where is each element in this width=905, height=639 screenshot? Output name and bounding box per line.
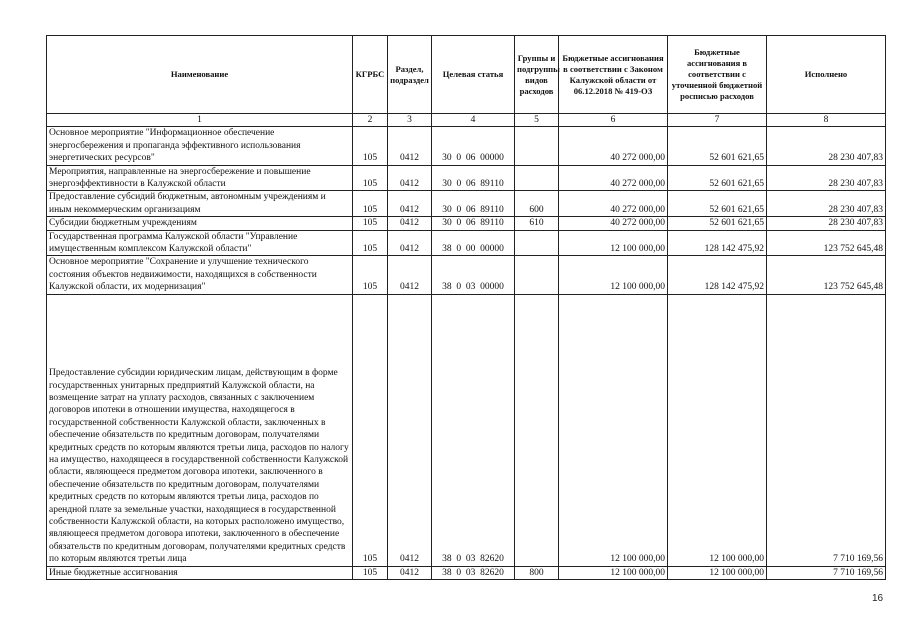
row-executed: 28 230 407,83	[767, 127, 886, 165]
row-refined-allocation: 12 100 000,00	[668, 566, 767, 579]
row-name: Предоставление субсидий бюджетным, автономным учреждениям и иным некоммерческим организациям	[47, 191, 353, 217]
row-target: 38 0 03 82620	[432, 294, 515, 566]
row-executed: 28 230 407,83	[767, 217, 886, 230]
row-section: 0412	[388, 256, 432, 294]
budget-table	[46, 35, 886, 580]
row-group	[515, 230, 559, 256]
row-target: 30 0 06 89110	[432, 191, 515, 217]
row-name: Мероприятия, направленные на энергосбережение и повышение энергоэффективности в Калужской области	[47, 165, 353, 191]
header-executed: Исполнено	[767, 36, 886, 114]
row-kgrbs: 105	[353, 165, 388, 191]
row-section: 0412	[388, 127, 432, 165]
row-law-allocation: 12 100 000,00	[559, 294, 668, 566]
row-target: 38 0 03 00000	[432, 256, 515, 294]
column-number: 2	[353, 114, 388, 127]
row-law-allocation: 40 272 000,00	[559, 191, 668, 217]
header-row	[47, 36, 886, 114]
column-number: 4	[432, 114, 515, 127]
table-row	[47, 165, 886, 191]
row-group: 600	[515, 191, 559, 217]
column-number: 1	[47, 114, 353, 127]
row-executed: 7 710 169,56	[767, 294, 886, 566]
row-refined-allocation: 52 601 621,65	[668, 127, 767, 165]
row-executed: 28 230 407,83	[767, 191, 886, 217]
row-section: 0412	[388, 165, 432, 191]
header-kgrbs: КГРБС	[353, 36, 388, 114]
row-target: 30 0 06 00000	[432, 127, 515, 165]
row-kgrbs: 105	[353, 230, 388, 256]
row-target: 30 0 06 89110	[432, 217, 515, 230]
column-number: 5	[515, 114, 559, 127]
row-executed: 28 230 407,83	[767, 165, 886, 191]
header-name: Наименование	[47, 36, 353, 114]
row-refined-allocation: 128 142 475,92	[668, 256, 767, 294]
row-refined-allocation: 12 100 000,00	[668, 294, 767, 566]
row-section: 0412	[388, 230, 432, 256]
row-group	[515, 165, 559, 191]
row-group: 610	[515, 217, 559, 230]
row-law-allocation: 12 100 000,00	[559, 566, 668, 579]
row-law-allocation: 40 272 000,00	[559, 217, 668, 230]
row-target: 30 0 06 89110	[432, 165, 515, 191]
table-row	[47, 217, 886, 230]
row-group: 800	[515, 566, 559, 579]
row-refined-allocation: 52 601 621,65	[668, 217, 767, 230]
row-kgrbs: 105	[353, 566, 388, 579]
column-number: 8	[767, 114, 886, 127]
row-kgrbs: 105	[353, 217, 388, 230]
header-law-allocation: Бюджетные ассигнования в соответствии с Законом Калужской области от 06.12.2018 № 419-ОЗ	[559, 36, 668, 114]
column-number: 3	[388, 114, 432, 127]
column-number-row	[47, 114, 886, 127]
row-target: 38 0 00 00000	[432, 230, 515, 256]
row-name: Иные бюджетные ассигнования	[47, 566, 353, 579]
row-name: Государственная программа Калужской области "Управление имущественным комплексом Калужской области"	[47, 230, 353, 256]
table-row	[47, 256, 886, 294]
row-name: Предоставление субсидии юридическим лицам, действующим в форме государственных унитарных предприятий Калужской области, на возмещение затрат на уплату расходов, связанных с заключением договоров ипотеки в отношении имущества, находящегося в государственной собственности Калужской области, заключенных в обеспечение обязательств по кредитным договорам, получателями кредитных средств по которым являются третьи лица, расходов по налогу на имущество, находящееся в государственной собственности Калужской области, являющееся предметом договора ипотеки, заключенного в обеспечение обязательств по кредитным договорам, получателями кредитных средств по которым являются третьи лица, расходов по арендной плате за земельные участки, находящиеся в государственной собственности Калужской области, на которых расположено имущество, являющееся предметом договора ипотеки, заключенного в обеспечение обязательств по кредитным договорам, получателями кредитных средств по которым являются третьи лица	[47, 294, 353, 566]
row-name: Основное мероприятие "Информационное обеспечение энергосбережения и пропаганда эффективного использования энергетических ресурсов"	[47, 127, 353, 165]
table-row	[47, 230, 886, 256]
row-executed: 7 710 169,56	[767, 566, 886, 579]
row-name: Основное мероприятие "Сохранение и улучшение технического состояния объектов недвижимости, находящихся в собственности Калужской области, их модернизация"	[47, 256, 353, 294]
row-executed: 123 752 645,48	[767, 230, 886, 256]
row-group	[515, 294, 559, 566]
table-row	[47, 191, 886, 217]
header-target: Целевая статья	[432, 36, 515, 114]
header-refined-allocation: Бюджетные ассигнования в соответствии с уточненной бюджетной росписью расходов	[668, 36, 767, 114]
row-target: 38 0 03 82620	[432, 566, 515, 579]
row-group	[515, 127, 559, 165]
row-law-allocation: 40 272 000,00	[559, 127, 668, 165]
row-section: 0412	[388, 294, 432, 566]
row-executed: 123 752 645,48	[767, 256, 886, 294]
row-law-allocation: 12 100 000,00	[559, 256, 668, 294]
column-number: 6	[559, 114, 668, 127]
row-kgrbs: 105	[353, 191, 388, 217]
row-kgrbs: 105	[353, 294, 388, 566]
table-row	[47, 566, 886, 579]
row-section: 0412	[388, 566, 432, 579]
table-row	[47, 127, 886, 165]
table-row	[47, 294, 886, 566]
header-group: Группы и подгруппы видов расходов	[515, 36, 559, 114]
row-refined-allocation: 52 601 621,65	[668, 191, 767, 217]
row-name: Субсидии бюджетным учреждениям	[47, 217, 353, 230]
row-refined-allocation: 52 601 621,65	[668, 165, 767, 191]
row-kgrbs: 105	[353, 256, 388, 294]
page-number: 16	[872, 593, 884, 604]
row-section: 0412	[388, 217, 432, 230]
header-section: Раздел, подраздел	[388, 36, 432, 114]
row-refined-allocation: 128 142 475,92	[668, 230, 767, 256]
column-number: 7	[668, 114, 767, 127]
row-kgrbs: 105	[353, 127, 388, 165]
row-section: 0412	[388, 191, 432, 217]
row-law-allocation: 40 272 000,00	[559, 165, 668, 191]
row-group	[515, 256, 559, 294]
row-law-allocation: 12 100 000,00	[559, 230, 668, 256]
